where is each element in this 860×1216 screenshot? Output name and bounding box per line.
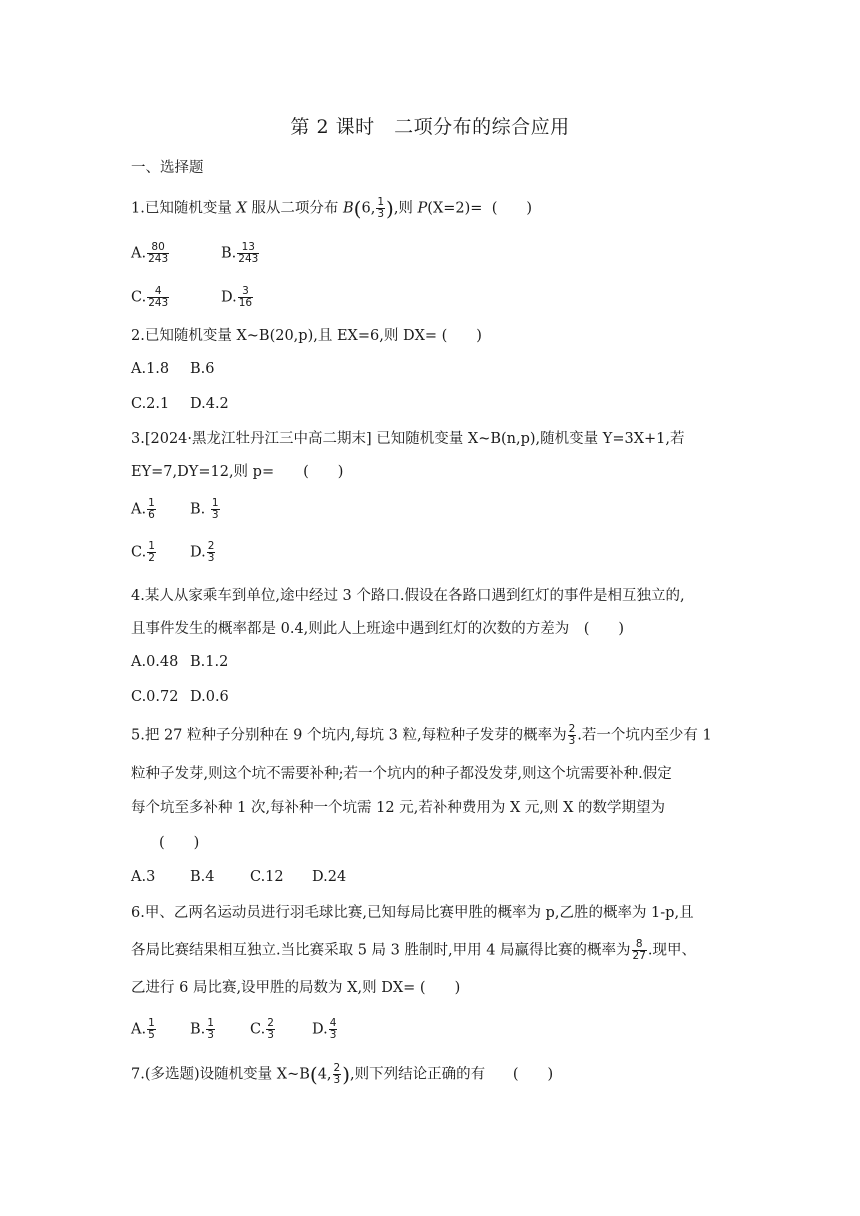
question-7-stem: 7.(多选题)设随机变量 X~B(4, $\frac{2}{3}$ ),则下列结论正确的有 ( ) [131, 1062, 554, 1087]
question-1-stem: 1.已知随机变量 X 服从二项分布 B(6, $\frac{1}{3}$ ),则 P(X=2)= ( ) [131, 196, 533, 221]
question-3-option-d: D. $\frac{2}{3}$ [190, 540, 215, 564]
question-5-option-b: B.4 [190, 869, 215, 885]
question-2-stem: 2.已知随机变量 X~B(20,p),且 EX=6,则 DX= ( ) [131, 328, 482, 344]
question-1-option-a: A. $\frac{80}{243}$ [131, 241, 169, 265]
section-heading: 一、选择题 [131, 160, 204, 176]
question-6-stem-line-1: 6.甲、乙两名运动员进行羽毛球比赛,已知每局比赛甲胜的概率为 p,乙胜的概率为 1-p,且 [131, 905, 694, 921]
question-1-option-c: C. $\frac{4}{243}$ [131, 285, 169, 309]
question-2-option-a: A.1.8 [131, 361, 170, 377]
question-6-stem-line-2: 各局比赛结果相互独立.当比赛采取 5 局 3 胜制时,甲用 4 局赢得比赛的概率为 $\frac{8}{27}$ .现甲、 [131, 938, 697, 962]
fraction: $\frac{1}{3}$ [377, 196, 384, 220]
question-3-option-a: A. $\frac{1}{6}$ [131, 497, 155, 521]
question-4-option-c: C.0.72 [131, 689, 179, 705]
question-6-option-b: B. $\frac{1}{3}$ [190, 1017, 214, 1041]
question-5-answer-blank: ( ) [159, 835, 200, 851]
question-4-option-d: D.0.6 [190, 689, 229, 705]
question-6-option-a: A. $\frac{1}{5}$ [131, 1017, 155, 1041]
question-1-option-b: B. $\frac{13}{243}$ [221, 241, 259, 265]
question-2-option-d: D.4.2 [190, 396, 229, 412]
question-4-option-a: A.0.48 [131, 654, 179, 670]
question-2-option-b: B.6 [190, 361, 215, 377]
question-6-option-d: D. $\frac{4}{3}$ [312, 1017, 337, 1041]
question-3-stem-line-2: EY=7,DY=12,则 p= ( ) [131, 464, 344, 480]
question-4-option-b: B.1.2 [190, 654, 229, 670]
question-3-stem-line-1: 3.[2024·黑龙江牡丹江三中高二期末] 已知随机变量 X~B(n,p),随机变量 Y=3X+1,若 [131, 431, 685, 447]
question-5-option-d: D.24 [312, 869, 347, 885]
question-4-stem-line-2: 且事件发生的概率都是 0.4,则此人上班途中遇到红灯的次数的方差为 ( ) [131, 621, 625, 637]
question-3-option-c: C. $\frac{1}{2}$ [131, 540, 155, 564]
question-5-option-c: C.12 [250, 869, 284, 885]
question-3-option-b: B. $\frac{1}{3}$ [190, 497, 219, 521]
question-6-stem-line-3: 乙进行 6 局比赛,设甲胜的局数为 X,则 DX= ( ) [131, 980, 461, 996]
question-6-option-c: C. $\frac{2}{3}$ [250, 1017, 274, 1041]
question-5-stem-line-1: 5.把 27 粒种子分别种在 9 个坑内,每坑 3 粒,每粒种子发芽的概率为 $\frac{2}{3}$ .若一个坑内至少有 1 [131, 723, 712, 747]
question-5-stem-line-2: 粒种子发芽,则这个坑不需要补种;若一个坑内的种子都没发芽,则这个坑需要补种.假定 [131, 766, 672, 782]
question-5-option-a: A.3 [131, 869, 156, 885]
question-1-option-d: D. $\frac{3}{16}$ [221, 285, 253, 309]
question-5-stem-line-3: 每个坑至多补种 1 次,每补种一个坑需 12 元,若补种费用为 X 元,则 X 的数学期望为 [131, 800, 666, 816]
question-4-stem-line-1: 4.某人从家乘车到单位,途中经过 3 个路口.假设在各路口遇到红灯的事件是相互独立的, [131, 588, 685, 604]
question-2-option-c: C.2.1 [131, 396, 170, 412]
fraction: $\frac{2}{3}$ [568, 723, 576, 747]
fraction: $\frac{2}{3}$ [333, 1062, 341, 1086]
fraction: $\frac{8}{27}$ [632, 938, 646, 962]
page-title: 第 2 课时 二项分布的综合应用 [290, 116, 570, 138]
